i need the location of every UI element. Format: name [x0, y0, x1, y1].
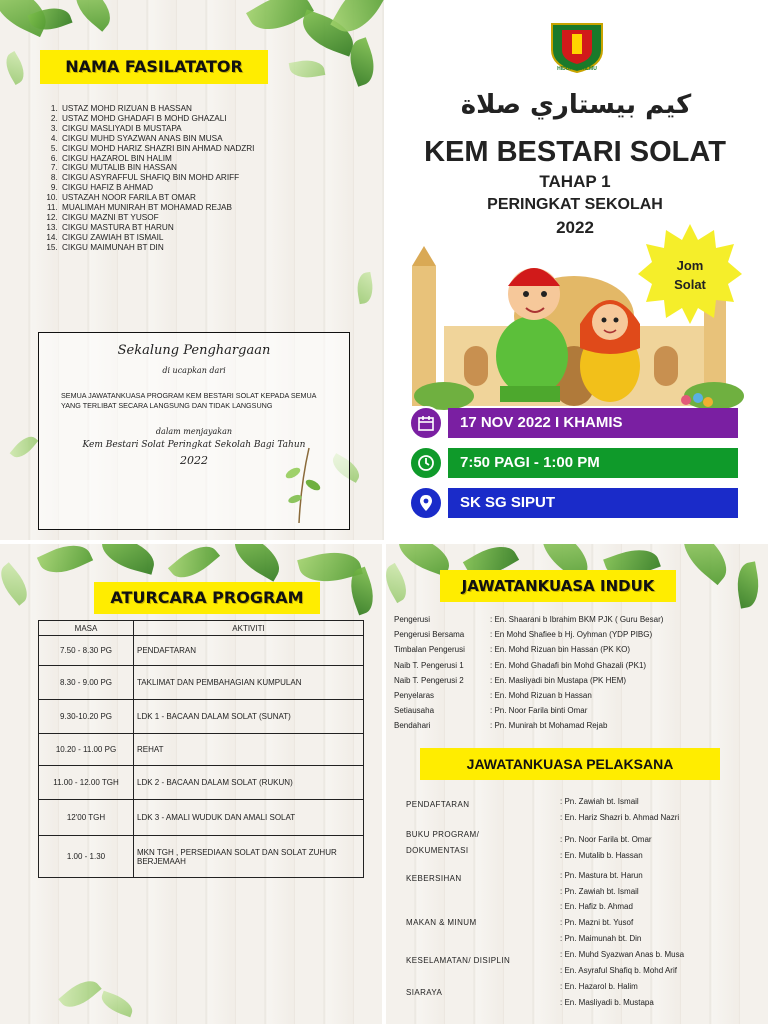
induk-list [394, 612, 663, 734]
list-item: : Pn. Noor Farila bt. Omar [560, 834, 652, 844]
arabic-title: كيم بيستاري صلاة [460, 90, 692, 120]
table-row [39, 636, 364, 666]
appreciation-subheading: di ucapkan dari [162, 366, 226, 375]
leaf-decoration [98, 991, 135, 1018]
leaf-decoration [97, 544, 158, 575]
table-row [39, 666, 364, 700]
list-item [394, 612, 663, 627]
section-label: KEBERSIHAN [406, 874, 462, 883]
list-item: 15. CIKGU MAIMUNAH BT DIN [60, 243, 360, 253]
leaf-decoration [227, 544, 288, 582]
logo-motto: HIDUP BERILMU [557, 66, 597, 72]
leaf-decoration [37, 544, 93, 581]
list-item [394, 627, 663, 642]
table-cell: 11.00 - 12.00 TGH [39, 766, 134, 800]
role-label: Pengerusi Bersama [394, 630, 465, 640]
list-item: : Pn. Maimunah bt. Din [560, 934, 642, 944]
list-item: 14. CIKGU ZAWIAH BT ISMAIL [60, 233, 360, 243]
table-cell: LDK 3 - AMALI WUDUK DAN AMALI SOLAT [134, 800, 364, 836]
section-label: DOKUMENTASI [406, 846, 469, 855]
table-cell: LDK 2 - BACAAN DALAM SOLAT (RUKUN) [134, 766, 364, 800]
appreciation-heading: Sekalung Penghargaan [117, 343, 271, 358]
appreciation-line: dalam menjayakan [155, 427, 233, 436]
list-item: 3. CIKGU MASLIYADI B MUSTAPA [60, 124, 360, 134]
badge-line: Jom [676, 258, 704, 273]
appreciation-line: Kem Bestari Solat Peringkat Sekolah Bagi Tahun [82, 440, 306, 450]
page-title: KEM BESTARI SOLAT [424, 136, 726, 168]
leaf-decoration [0, 562, 35, 605]
section-label: KESELAMATAN/ DISIPLIN [406, 956, 511, 965]
list-item: 2. USTAZ MOHD GHADAFI B MOHD GHAZALI [60, 114, 360, 124]
list-item: 9. CIKGU HAFIZ B AHMAD [60, 183, 360, 193]
list-item [394, 642, 663, 657]
role-label: Timbalan Pengerusi [394, 645, 465, 655]
fasilitator-title: NAMA FASILATATOR [40, 50, 268, 84]
table-cell: TAKLIMAT DAN PEMBAHAGIAN KUMPULAN [134, 666, 364, 700]
section-label: PENDAFTARAN [406, 800, 470, 809]
table-header-row [39, 621, 364, 636]
leaf-decoration [168, 544, 220, 587]
role-label: Naib T. Pengerusi 1 [394, 660, 464, 670]
section-label: SIARAYA [406, 988, 443, 997]
list-item: 10. USTAZAH NOOR FARILA BT OMAR [60, 193, 360, 203]
role-name: : En. Mohd Ghadafi bin Mohd Ghazali (PK1) [490, 660, 647, 670]
table-row [39, 836, 364, 878]
calendar-icon [409, 406, 443, 440]
induk-title: JAWATANKUASA INDUK [440, 570, 676, 602]
table-row [39, 800, 364, 836]
panel-aturcara [0, 544, 382, 1024]
pelaksana-names [560, 794, 684, 1011]
table-row [39, 700, 364, 734]
leaf-decoration [733, 561, 762, 608]
badge-line: Solat [674, 277, 706, 292]
list-item: : Pn. Mastura bt. Harun [560, 870, 643, 880]
list-item [394, 703, 663, 718]
table-cell: 12'00 TGH [39, 800, 134, 836]
leaf-decoration [10, 432, 39, 462]
list-item: 1. USTAZ MOHD RIZUAN B HASSAN [60, 104, 360, 114]
leaf-decoration [673, 544, 737, 585]
panel-cover [386, 0, 768, 540]
panel-fasilitator [0, 0, 384, 540]
list-item: : En. Muhd Syazwan Anas b. Musa [560, 950, 685, 960]
table-row [39, 734, 364, 766]
appreciation-year: 2022 [180, 454, 208, 467]
table-header: AKTIVITI [134, 621, 364, 636]
table-cell: PENDAFTARAN [134, 636, 364, 666]
role-name: : En. Masliyadi bin Mustapa (PK HEM) [490, 675, 627, 685]
pelaksana-title: JAWATANKUASA PELAKSANA [420, 748, 720, 780]
role-label: Bendahari [394, 721, 431, 731]
list-item: 8. CIKGU ASYRAFFUL SHAFIQ BIN MOHD ARIFF [60, 173, 360, 183]
list-item: : Pn. Zawiah bt. Ismail [560, 886, 639, 896]
list-item [394, 673, 663, 688]
appreciation-box [38, 332, 350, 530]
role-label: Pengerusi [394, 615, 431, 624]
list-item: 4. CIKGU MUHD SYAZWAN ANAS BIN MUSA [60, 134, 360, 144]
leaf-decoration [386, 563, 413, 603]
table-cell: 10.20 - 11.00 PG [39, 734, 134, 766]
list-item: : En. Mutalib b. Hassan [560, 850, 643, 860]
role-name: : En Mohd Shafiee b Hj. Oyhman (YDP PIBG) [490, 630, 653, 640]
leaf-decoration [289, 57, 326, 81]
list-item: : En. Hazarol b. Halim [560, 981, 638, 991]
year-label: 2022 [556, 218, 594, 237]
table-row [39, 766, 364, 800]
appreciation-body: SEMUA JAWATANKUASA PROGRAM KEM BESTARI SOLAT KEPADA SEMUA YANG TERLIBAT SECARA LANGSUNG DAN TIDAK LANGSUNG [61, 391, 317, 410]
table-cell: 7.50 - 8.30 PG [39, 636, 134, 666]
section-label: MAKAN & MINUM [406, 918, 477, 927]
list-item: : En. Hariz Shazri b. Ahmad Nazri [560, 812, 680, 822]
peringkat-label: PERINGKAT SEKOLAH [487, 196, 663, 213]
list-item: 13. CIKGU MASTURA BT HARUN [60, 223, 360, 233]
schedule-table [38, 620, 364, 878]
table-cell: MKN TGH , PERSEDIAAN SOLAT DAN SOLAT ZUHUR BERJEMAAH [134, 836, 364, 878]
list-item: 12. CIKGU MAZNI BT YUSOF [60, 213, 360, 223]
table-cell: 9.30-10.20 PG [39, 700, 134, 734]
list-item: 6. CIKGU HAZAROL BIN HALIM [60, 154, 360, 164]
fasilitator-list [40, 104, 360, 253]
table-header: MASA [39, 621, 134, 636]
role-name: : Pn. Noor Farila binti Omar [490, 706, 588, 716]
role-name: : Pn. Munirah bt Mohamad Rejab [490, 721, 608, 731]
panel-jawatankuasa [386, 544, 768, 1024]
venue-pill: SK SG SIPUT [448, 488, 738, 518]
list-item: 11. MUALIMAH MUNIRAH BT MOHAMAD REJAB [60, 203, 360, 213]
role-label: Penyelaras [394, 691, 435, 701]
table-cell: LDK 1 - BACAAN DALAM SOLAT (SUNAT) [134, 700, 364, 734]
list-item [394, 718, 663, 733]
tahap-label: TAHAP 1 [539, 172, 611, 191]
list-item: : En. Masliyadi b. Mustapa [560, 997, 654, 1007]
table-cell: REHAT [134, 734, 364, 766]
list-item: 7. CIKGU MUTALIB BIN HASSAN [60, 163, 360, 173]
table-cell: 8.30 - 9.00 PG [39, 666, 134, 700]
list-item [394, 688, 663, 703]
leaf-decoration [355, 272, 376, 304]
role-label: Naib T. Pengerusi 2 [394, 675, 464, 685]
list-item: : En. Hafiz b. Ahmad [560, 902, 633, 912]
time-pill: 7:50 PAGI - 1:00 PM [448, 448, 738, 478]
leaf-decoration [1, 51, 30, 85]
role-label: Setiausaha [394, 706, 435, 716]
role-name: : En. Mohd Rizuan b Hassan [490, 691, 592, 701]
list-item [394, 658, 663, 673]
leaf-decoration [58, 973, 101, 1014]
list-item: : Pn. Zawiah bt. Ismail [560, 797, 639, 806]
list-item: : En. Asyraful Shafiq b. Mohd Arif [560, 966, 677, 976]
table-cell: 1.00 - 1.30 [39, 836, 134, 878]
role-name: : En. Shaarani b Ibrahim BKM PJK ( Guru Besar) [490, 615, 664, 624]
clock-icon [409, 446, 443, 480]
sprig-icon [269, 443, 329, 523]
list-item: : Pn. Mazni bt. Yusof [560, 918, 634, 928]
date-pill: 17 NOV 2022 I KHAMIS [448, 408, 738, 438]
aturcara-title: ATURCARA PROGRAM [94, 582, 320, 614]
list-item: 5. CIKGU MOHD HARIZ SHAZRI BIN AHMAD NADZRI [60, 144, 360, 154]
location-pin-icon [409, 486, 443, 520]
badge-text [638, 256, 742, 294]
leaf-decoration [67, 0, 119, 32]
section-label: BUKU PROGRAM/ [406, 830, 480, 839]
role-name: : En. Mohd Rizuan bin Hassan (PK KO) [490, 645, 631, 655]
